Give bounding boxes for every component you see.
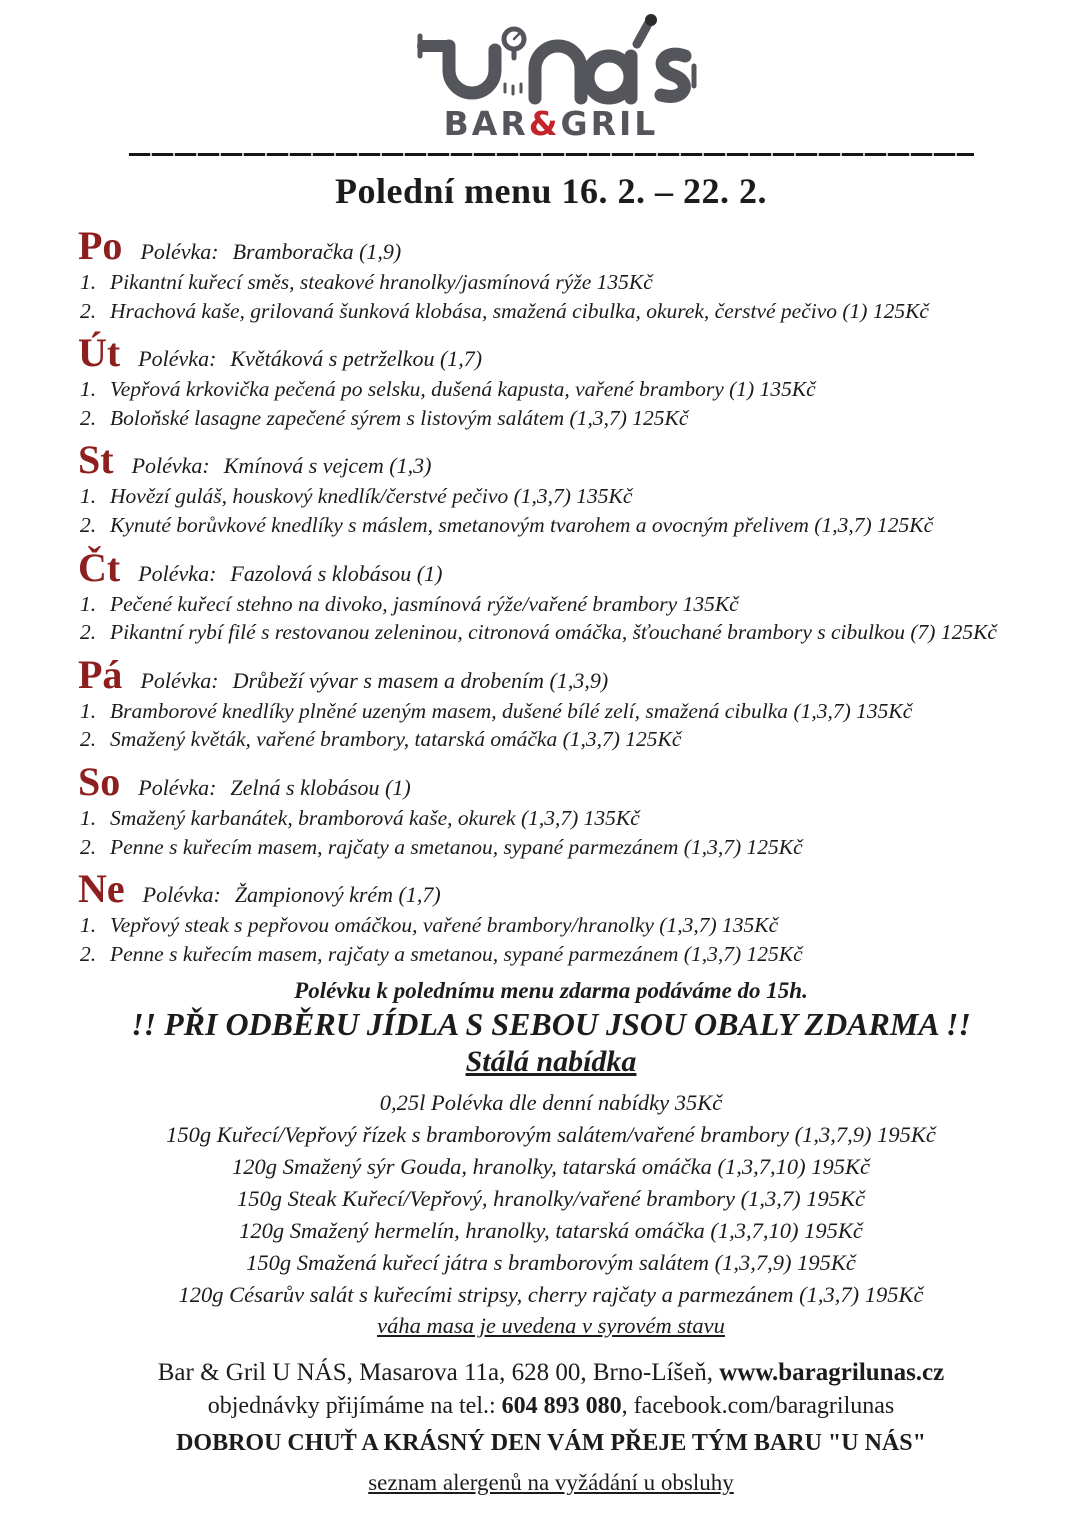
soup-name: Kmínová s vejcem (1,3) bbox=[223, 453, 432, 479]
standing-menu-item: 120g Smažený hermelín, hranolky, tatarská omáčka (1,3,7,10) 195Kč bbox=[239, 1218, 863, 1244]
footer-address-line bbox=[78, 1355, 1024, 1390]
standing-menu-item: 120g Césarův salát s kuřecími stripsy, cherry rajčaty a parmezánem (1,3,7) 195Kč bbox=[178, 1281, 924, 1307]
footer-orders-prefix: objednávky přijímáme na tel.: bbox=[207, 1392, 502, 1419]
logo-ampersand: & bbox=[528, 104, 561, 142]
day-section bbox=[78, 866, 1024, 968]
logo-gril: GRIL bbox=[560, 104, 659, 142]
dish-number: 1. bbox=[80, 484, 97, 509]
soup-label: Polévka: bbox=[138, 346, 217, 372]
day-header bbox=[78, 758, 1024, 804]
dish-row bbox=[78, 404, 1024, 433]
dish-row bbox=[78, 697, 1024, 726]
day-section bbox=[78, 330, 1024, 432]
dish-row bbox=[78, 482, 1024, 511]
day-section bbox=[78, 544, 1024, 647]
standing-menu-item: 0,25l Polévka dle denní nabídky 35Kč bbox=[379, 1090, 723, 1116]
dish-number: 1. bbox=[80, 805, 97, 830]
dish-text: Boloňské lasagne zapečené sýrem s listovým salátem (1,3,7) 125Kč bbox=[110, 405, 689, 430]
standing-menu-item: 120g Smažený sýr Gouda, hranolky, tatarská omáčka (1,3,7,10) 195Kč bbox=[231, 1154, 871, 1180]
dish-row bbox=[78, 911, 1024, 940]
dish-text: Penne s kuřecím masem, rajčaty a smetanou, sypané parmezánem (1,3,7) 125Kč bbox=[110, 941, 803, 966]
standing-menu-heading-text: Stálá nabídka bbox=[465, 1045, 637, 1079]
footer bbox=[78, 1355, 1024, 1502]
dish-number: 2. bbox=[80, 298, 97, 323]
day-abbr: Út bbox=[78, 330, 121, 376]
standing-menu-item: 150g Steak Kuřecí/Vepřový, hranolky/vařené brambory (1,3,7) 195Kč bbox=[237, 1186, 865, 1212]
dish-list bbox=[78, 590, 1024, 647]
dish-row bbox=[78, 590, 1024, 619]
dish-row bbox=[78, 618, 1024, 647]
restaurant-logo bbox=[78, 14, 1024, 147]
day-section bbox=[78, 651, 1024, 754]
day-section bbox=[78, 223, 1024, 325]
dish-text: Vepřová krkovička pečená po selsku, dušená kapusta, vařené brambory (1) 135Kč bbox=[110, 377, 816, 402]
soup-name: Žampionový krém (1,7) bbox=[234, 882, 441, 908]
dish-list bbox=[78, 911, 1024, 968]
soup-label: Polévka: bbox=[138, 774, 217, 800]
dish-text: Smažený květák, vařené brambory, tatarská omáčka (1,3,7) 125Kč bbox=[110, 727, 682, 752]
soup-name: Drůbeží vývar s masem a drobením (1,3,9) bbox=[232, 667, 609, 693]
dish-number: 2. bbox=[80, 405, 97, 430]
day-abbr: Pá bbox=[78, 651, 123, 697]
packaging-note: !! PŘI ODBĚRU JÍDLA S SEBOU JSOU OBALY ZDARMA !! bbox=[131, 1006, 971, 1043]
dish-text: Smažený karbanátek, bramborová kaše, okurek (1,3,7) 135Kč bbox=[110, 805, 640, 830]
dish-text: Hrachová kaše, grilovaná šunková klobása, smažená cibulka, okurek, čerstvé pečivo (1) 125Kč bbox=[110, 298, 929, 323]
day-soup-line bbox=[132, 453, 432, 479]
footer-greeting: DOBROU CHUŤ A KRÁSNÝ DEN VÁM PŘEJE TÝM BARU "U NÁS" bbox=[176, 1430, 926, 1457]
day-soup-line bbox=[138, 346, 482, 372]
dish-text: Hovězí guláš, houskový knedlík/čerstvé pečivo (1,3,7) 135Kč bbox=[110, 484, 633, 509]
soup-label: Polévka: bbox=[142, 882, 221, 908]
soup-label: Polévka: bbox=[140, 667, 219, 693]
dish-number: 1. bbox=[80, 270, 97, 294]
free-soup-note: Polévku k polednímu menu zdarma podáváme do 15h. bbox=[294, 978, 808, 1004]
dish-text: Bramborové knedlíky plněné uzeným masem, dušené bílé zelí, smažená cibulka (1,3,7) 135Kč bbox=[110, 698, 913, 723]
dish-text: Penne s kuřecím masem, rajčaty a smetanou, sypané parmezánem (1,3,7) 125Kč bbox=[110, 834, 803, 859]
day-section bbox=[78, 437, 1024, 539]
dish-number: 1. bbox=[80, 698, 97, 723]
day-soup-line bbox=[138, 775, 410, 801]
page-title: Polední menu 16. 2. – 22. 2. bbox=[334, 171, 768, 211]
dish-number: 1. bbox=[80, 377, 97, 402]
dish-row bbox=[78, 511, 1024, 540]
footer-allergens-line bbox=[78, 1465, 1024, 1502]
day-soup-line bbox=[143, 882, 441, 908]
logo-pipes-icon bbox=[401, 14, 701, 142]
raw-weight-note-text: váha masa je uvedena v syrovém stavu bbox=[377, 1312, 725, 1338]
footer-address: Bar & Gril U NÁS, Masarova 11a, 628 00, Brno-Líšeň, bbox=[157, 1358, 720, 1386]
divider-line bbox=[129, 153, 974, 156]
soup-name: Květáková s petrželkou (1,7) bbox=[230, 346, 483, 372]
dish-row bbox=[78, 268, 1024, 297]
day-header bbox=[78, 866, 1024, 912]
day-header bbox=[78, 651, 1024, 697]
soup-name: Zelná s klobásou (1) bbox=[230, 774, 411, 800]
day-soup-line bbox=[138, 561, 442, 587]
dish-row bbox=[78, 725, 1024, 754]
dish-text: Pikantní kuřecí směs, steakové hranolky/jasmínová rýže 135Kč bbox=[110, 270, 653, 294]
dish-number: 1. bbox=[80, 913, 97, 938]
day-abbr: Čt bbox=[78, 544, 121, 590]
footer-website: www.baragrilunas.cz bbox=[719, 1358, 945, 1386]
footer-orders-line bbox=[78, 1390, 1024, 1424]
soup-name: Bramboračka (1,9) bbox=[232, 239, 402, 264]
day-abbr: Ne bbox=[78, 866, 125, 912]
day-section bbox=[78, 758, 1024, 861]
dish-number: 2. bbox=[80, 512, 97, 537]
footer-phone: 604 893 080 bbox=[501, 1392, 622, 1419]
soup-name: Fazolová s klobásou (1) bbox=[230, 560, 443, 586]
dish-number: 2. bbox=[80, 620, 97, 645]
dish-row bbox=[78, 375, 1024, 404]
standing-menu-item: 150g Kuřecí/Vepřový řízek s bramborovým salátem/vařené brambory (1,3,7,9) 195Kč bbox=[166, 1122, 936, 1148]
dish-list bbox=[78, 482, 1024, 539]
dish-row bbox=[78, 940, 1024, 969]
dish-list bbox=[78, 804, 1024, 861]
dish-text: Pikantní rybí filé s restovanou zeleninou, citronová omáčka, šťouchané brambory s cibulkou (7) 125Kč bbox=[110, 620, 997, 645]
standing-menu-item: 150g Smažená kuřecí játra s bramborovým salátem (1,3,7,9) 195Kč bbox=[246, 1250, 856, 1275]
day-header bbox=[78, 223, 1024, 268]
standing-menu-list bbox=[78, 1087, 1024, 1311]
dish-text: Pečené kuřecí stehno na divoko, jasmínová rýže/vařené brambory 135Kč bbox=[110, 591, 739, 616]
dish-row bbox=[78, 804, 1024, 833]
tap-handle-icon bbox=[645, 14, 657, 26]
logo-bargril-text bbox=[444, 104, 659, 142]
footer-allergens-text: seznam alergenů na vyžádání u obsluhy bbox=[368, 1470, 734, 1496]
dish-text: Vepřový steak s pepřovou omáčkou, vařené brambory/hranolky (1,3,7) 135Kč bbox=[110, 913, 779, 938]
dish-row bbox=[78, 297, 1024, 326]
day-header bbox=[78, 330, 1024, 376]
day-abbr: St bbox=[78, 437, 114, 483]
dish-number: 2. bbox=[80, 941, 97, 966]
dish-list bbox=[78, 375, 1024, 432]
dish-list bbox=[78, 268, 1024, 325]
soup-label: Polévka: bbox=[131, 453, 210, 479]
day-abbr: So bbox=[78, 758, 121, 804]
menu-days bbox=[78, 223, 1024, 968]
logo-bar: BAR bbox=[443, 104, 529, 142]
dish-row bbox=[78, 833, 1024, 862]
day-soup-line bbox=[140, 668, 608, 694]
standing-menu-heading bbox=[78, 1045, 1024, 1079]
dish-number: 1. bbox=[80, 591, 97, 616]
day-header bbox=[78, 544, 1024, 590]
day-soup-line bbox=[140, 239, 401, 265]
dish-number: 2. bbox=[80, 834, 97, 859]
day-header bbox=[78, 437, 1024, 483]
day-abbr: Po bbox=[78, 223, 123, 268]
soup-label: Polévka: bbox=[138, 560, 217, 586]
footer-facebook: , facebook.com/baragrilunas bbox=[621, 1392, 895, 1419]
dish-list bbox=[78, 697, 1024, 754]
dish-text: Kynuté borůvkové knedlíky s máslem, smetanovým tvarohem a ovocným přelivem (1,3,7) 125Kč bbox=[110, 512, 934, 537]
dish-number: 2. bbox=[80, 727, 97, 752]
raw-weight-note bbox=[78, 1313, 1024, 1339]
soup-label: Polévka: bbox=[140, 239, 219, 264]
